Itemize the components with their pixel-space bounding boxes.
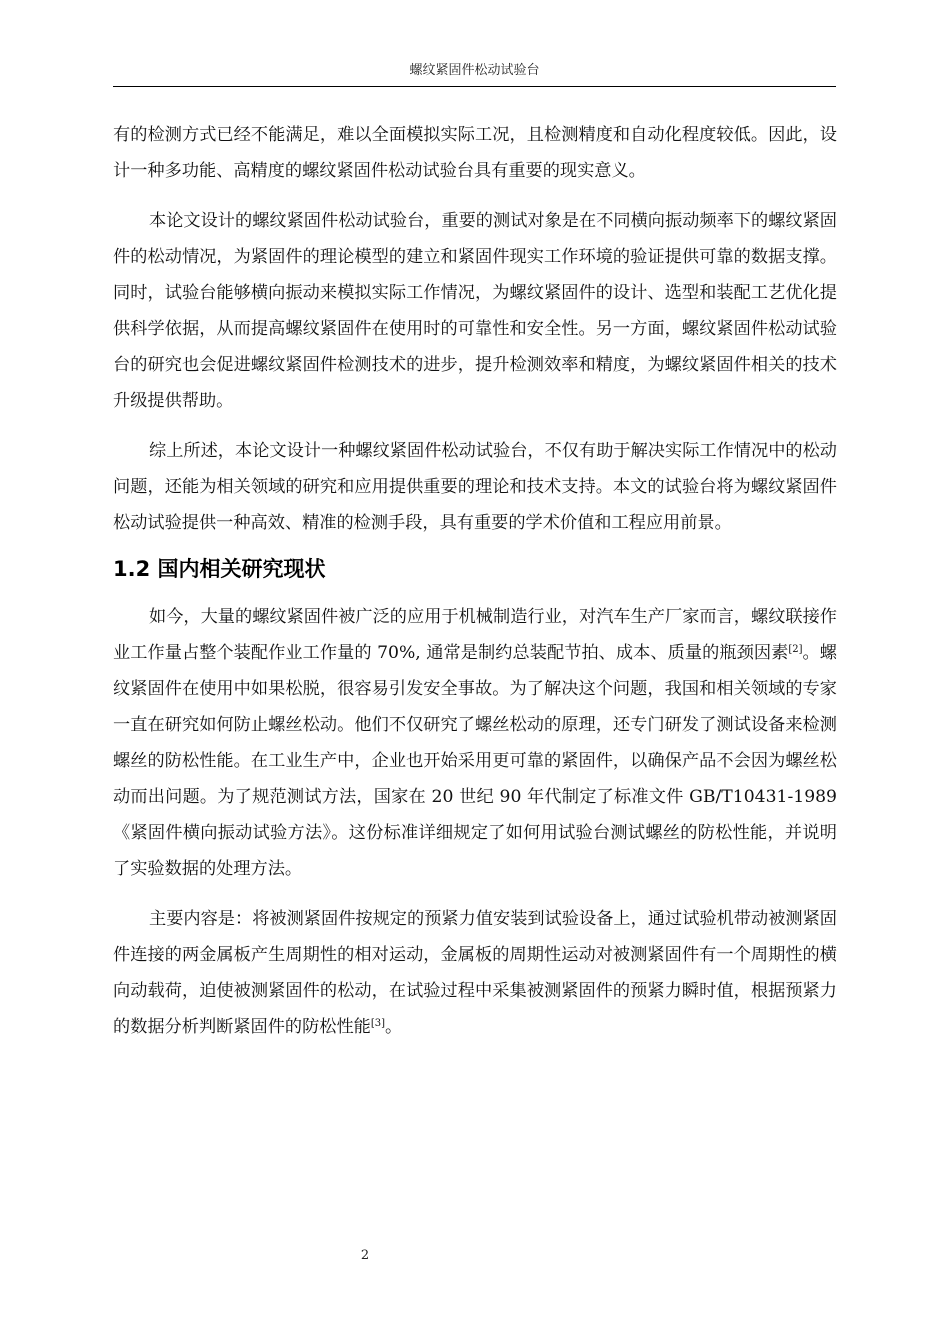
section-heading: 1.2 国内相关研究现状 [113,557,326,581]
body-text [113,117,837,1045]
paragraph-summary: 综上所述，本论文设计一种螺纹紧固件松动试验台，不仅有助于解决实际工作情况中的松动问题，还能为相关领域的研究和应用提供重要的理论和技术支持。本文的试验台将为螺纹紧固件松动试验提供一种高效、精准的检测手段，具有重要的学术价值和工程应用前景。 [113,441,837,533]
paragraph-text: 主要内容是：将被测紧固件按规定的预紧力值安装到试验设备上，通过试验机带动被测紧固件连接的两金属板产生周期性的相对运动，金属板的周期性运动对被测紧固件有一个周期性的横向动载荷，迫使被测紧固件的松动，在试验过程中采集被测紧固件的预紧力瞬时值，根据预紧力的数据分析判断紧固件的防松性能 [113,909,837,1037]
paragraph-gap [113,419,837,433]
paragraph-text: 如今，大量的螺纹紧固件被广泛的应用于机械制造行业，对汽车生产厂家而言，螺纹联接作业工作量占整个装配作业工作量的 70%, 通常是制约总装配节拍、成本、质量的瓶颈因素 [113,607,837,663]
page-number: 2 [360,1248,370,1263]
paragraph-test-object: 本论文设计的螺纹紧固件松动试验台，重要的测试对象是在不同横向振动频率下的螺纹紧固件的松动情况，为紧固件的理论模型的建立和紧固件现实工作环境的验证提供可靠的数据支撑。同时，试验台能够横向振动来模拟实际工作情况，为螺纹紧固件的设计、选型和装配工艺优化提供科学依据，从而提高螺纹紧固件在使用时的可靠性和安全性。另一方面，螺纹紧固件松动试验台的研究也会促进螺纹紧固件检测技术的进步，提升检测效率和精度，为螺纹紧固件相关的技术升级提供帮助。 [113,211,837,411]
paragraph-gap [113,189,837,203]
paragraph-continued: 有的检测方式已经不能满足，难以全面模拟实际工况，且检测精度和自动化程度较低。因此，设计一种多功能、高精度的螺纹紧固件松动试验台具有重要的现实意义。 [113,125,837,181]
paragraph-gap [113,887,837,901]
paragraph-text: 。螺纹紧固件在使用中如果松脱，很容易引发安全事故。为了解决这个问题，我国和相关领域的专家一直在研究如何防止螺丝松动。他们不仅研究了螺丝松动的原理，还专门研发了测试设备来检测螺丝的防松性能。在工业生产中，企业也开始采用更可靠的紧固件，以确保产品不会因为螺丝松动而出问题。为了规范测试方法，国家在 20 世纪 90 年代制定了标准文件 GB/T10431-1989《紧固件横向振动试验方法》。这份标准详细规定了如何用试验台测试螺丝的防松性能，并说明了实验数据的处理方法。 [113,643,837,879]
paragraph-domestic-research [113,599,837,887]
paragraph-text: 。 [385,1017,403,1037]
running-header: 螺纹紧固件松动试验台 [113,60,836,87]
citation-ref: [3] [370,1018,385,1029]
citation-ref: [2] [788,644,803,655]
paragraph-main-content [113,901,837,1045]
